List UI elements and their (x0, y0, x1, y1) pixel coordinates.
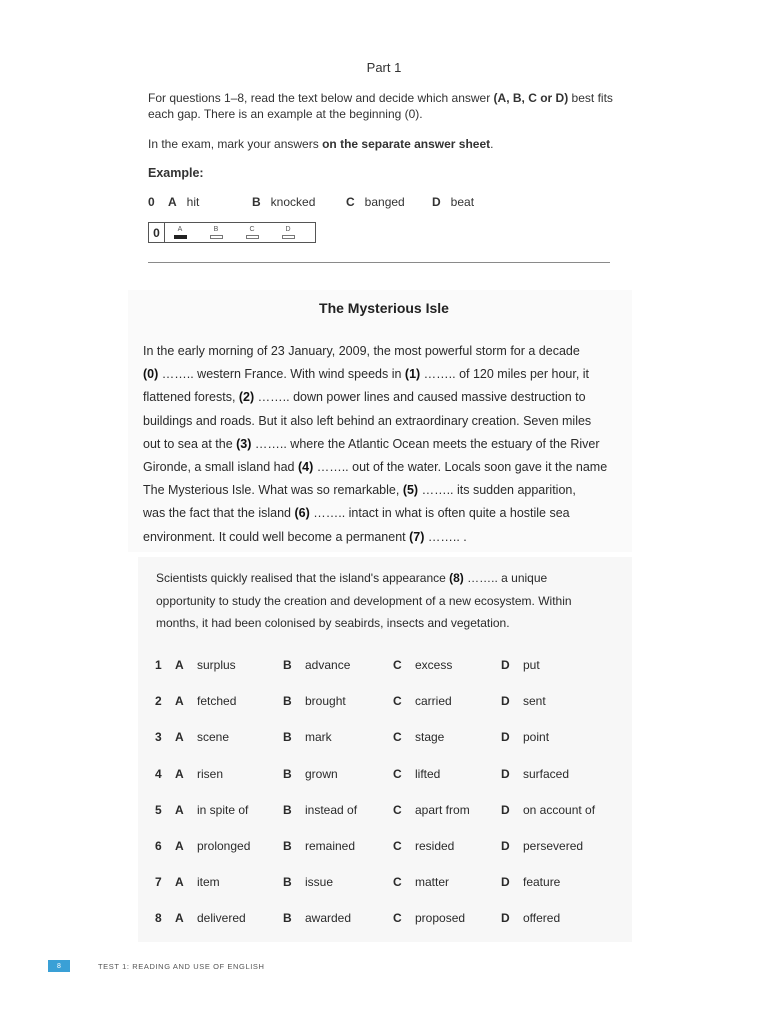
divider (148, 262, 610, 263)
option-text-a: fetched (197, 694, 237, 709)
instructions (148, 90, 618, 166)
option-letter-b: B (283, 802, 292, 817)
option-letter-d: D (501, 911, 510, 926)
option-letter-c: C (393, 730, 402, 745)
option-text-d: persevered (523, 839, 584, 853)
option-text-a: prolonged (197, 839, 251, 853)
footer-title: TEST 1: READING AND USE OF ENGLISH (98, 961, 265, 971)
question-number: 7 (155, 875, 162, 890)
passage-line: Gironde, a small island had (4) …….. out of the water. Locals soon gave it the name (143, 460, 608, 475)
option-letter-a: A (175, 911, 184, 926)
answer-bubble-mark (282, 235, 295, 239)
option-letter-a: A (175, 875, 184, 890)
option-letter-a: A (175, 658, 184, 672)
example-options (148, 195, 474, 209)
option-text-b: instead of (305, 802, 358, 817)
exam-instructions-text: In the exam, mark your answers on the separate answer sheet. (148, 137, 494, 151)
option-text-a: item (197, 875, 220, 890)
answer-bubble-c (243, 226, 261, 239)
option-letter-d: D (501, 694, 510, 709)
option-letter-d: D (501, 802, 510, 817)
example-option-a: A hit (168, 195, 200, 209)
option-letter-b: B (283, 766, 292, 781)
question-number: 8 (155, 911, 162, 926)
option-letter-b: B (283, 911, 292, 926)
option-letter-c: C (393, 839, 402, 853)
option-text-d: offered (523, 911, 561, 926)
example-answer-sheet (148, 222, 316, 243)
answer-bubbles (165, 223, 315, 242)
passage-line: months, it had been colonised by seabirds, insects and vegetation. (156, 616, 510, 630)
answer-bubble-label: D (285, 226, 291, 233)
option-letter-a: A (175, 839, 184, 853)
passage-line: opportunity to study the creation and development of a new ecosystem. Within (156, 593, 572, 608)
answer-bubble-mark (174, 235, 187, 239)
option-letter-b: B (283, 875, 292, 890)
option-text-b: brought (305, 694, 346, 709)
option-text-d: point (523, 730, 550, 745)
answer-bubble-label: B (213, 226, 219, 233)
option-text-b: remained (305, 839, 356, 853)
passage-line: The Mysterious Isle. What was so remarkable, (5) …….. its sudden apparition, (143, 483, 576, 498)
answer-bubble-a (171, 226, 189, 239)
option-letter-d: D (501, 875, 510, 890)
question-number: 2 (155, 694, 162, 709)
option-letter-c: C (393, 875, 402, 890)
answer-bubble-b (207, 226, 225, 239)
question-number: 3 (155, 730, 162, 745)
question-number: 1 (155, 658, 162, 672)
option-text-c: stage (415, 730, 445, 745)
story-passage-continued (156, 567, 626, 635)
option-text-b: issue (305, 875, 334, 890)
page-number-badge: 8 (48, 960, 70, 972)
answer-bubble-d (279, 226, 297, 239)
passage-line: In the early morning of 23 January, 2009, the most powerful storm for a decade (143, 344, 580, 358)
instructions-text: For questions 1–8, read the text below and decide which answer (A, B, C or D) best fits each gap. There is an example at the beginning (0). (148, 91, 613, 121)
passage-line: flattened forests, (2) …….. down power lines and caused massive destruction to (143, 390, 586, 405)
option-text-d: on account of (523, 802, 596, 817)
option-text-c: apart from (415, 802, 470, 817)
option-text-a: scene (197, 730, 230, 745)
option-letter-c: C (393, 658, 402, 672)
option-text-d: feature (523, 875, 561, 890)
option-letter-c: C (393, 802, 402, 817)
option-text-a: in spite of (197, 802, 249, 817)
passage-line: was the fact that the island (6) …….. intact in what is often quite a hostile sea (143, 506, 570, 521)
option-text-d: surfaced (523, 766, 570, 781)
example-label: Example: (148, 166, 204, 180)
option-letter-a: A (175, 766, 184, 781)
option-text-c: carried (415, 694, 452, 709)
option-letter-c: C (393, 911, 402, 926)
option-letter-b: B (283, 730, 292, 745)
option-letter-d: D (501, 658, 510, 672)
option-text-b: awarded (305, 911, 352, 926)
question-number: 5 (155, 802, 162, 817)
option-text-b: grown (305, 766, 338, 781)
passage-line: out to sea at the (3) …….. where the Atlantic Ocean meets the estuary of the River (143, 436, 600, 451)
example-option-c: C banged (346, 195, 405, 209)
option-letter-c: C (393, 766, 402, 781)
option-text-c: matter (415, 875, 450, 890)
option-letter-b: B (283, 694, 292, 709)
passage-line: Scientists quickly realised that the island's appearance (8) …….. a unique (156, 571, 548, 585)
answer-bubble-label: C (249, 226, 255, 233)
passage-line: buildings and roads. But it also left behind an extraordinary creation. Seven miles (143, 413, 592, 428)
page-footer (48, 960, 265, 972)
answer-bubble-mark (246, 235, 259, 239)
example-number: 0 (148, 195, 155, 209)
example-option-b: B knocked (252, 195, 316, 209)
option-letter-a: A (175, 730, 184, 745)
option-text-a: risen (197, 766, 224, 781)
option-letter-d: D (501, 839, 510, 853)
option-text-c: resided (415, 839, 455, 853)
option-text-c: lifted (415, 766, 441, 781)
option-letter-a: A (175, 802, 184, 817)
option-text-d: put (523, 658, 540, 672)
option-letter-c: C (393, 694, 402, 709)
passage-line: (0) …….. western France. With wind speeds in (1) …….. of 120 miles per hour, it (143, 367, 590, 382)
option-letter-b: B (283, 839, 292, 853)
option-letter-d: D (501, 766, 510, 781)
answer-bubble-mark (210, 235, 223, 239)
answer-bubble-label: A (177, 226, 183, 233)
question-number: 4 (155, 766, 162, 781)
option-text-d: sent (523, 694, 546, 709)
question-number: 6 (155, 839, 162, 853)
option-text-c: proposed (415, 911, 466, 926)
option-letter-b: B (283, 658, 292, 672)
story-title: The Mysterious Isle (319, 300, 449, 316)
example-option-d: D beat (432, 195, 475, 209)
passage-line: environment. It could well become a permanent (7) …….. . (143, 529, 467, 544)
option-text-b: mark (305, 730, 332, 745)
option-text-b: advance (305, 658, 351, 672)
story-passage (143, 340, 643, 549)
option-letter-a: A (175, 694, 184, 709)
option-text-a: surplus (197, 658, 236, 672)
option-text-a: delivered (197, 911, 246, 926)
answer-sheet-number: 0 (149, 223, 165, 242)
option-letter-d: D (501, 730, 510, 745)
option-text-c: excess (415, 658, 453, 672)
part-title: Part 1 (366, 60, 402, 75)
